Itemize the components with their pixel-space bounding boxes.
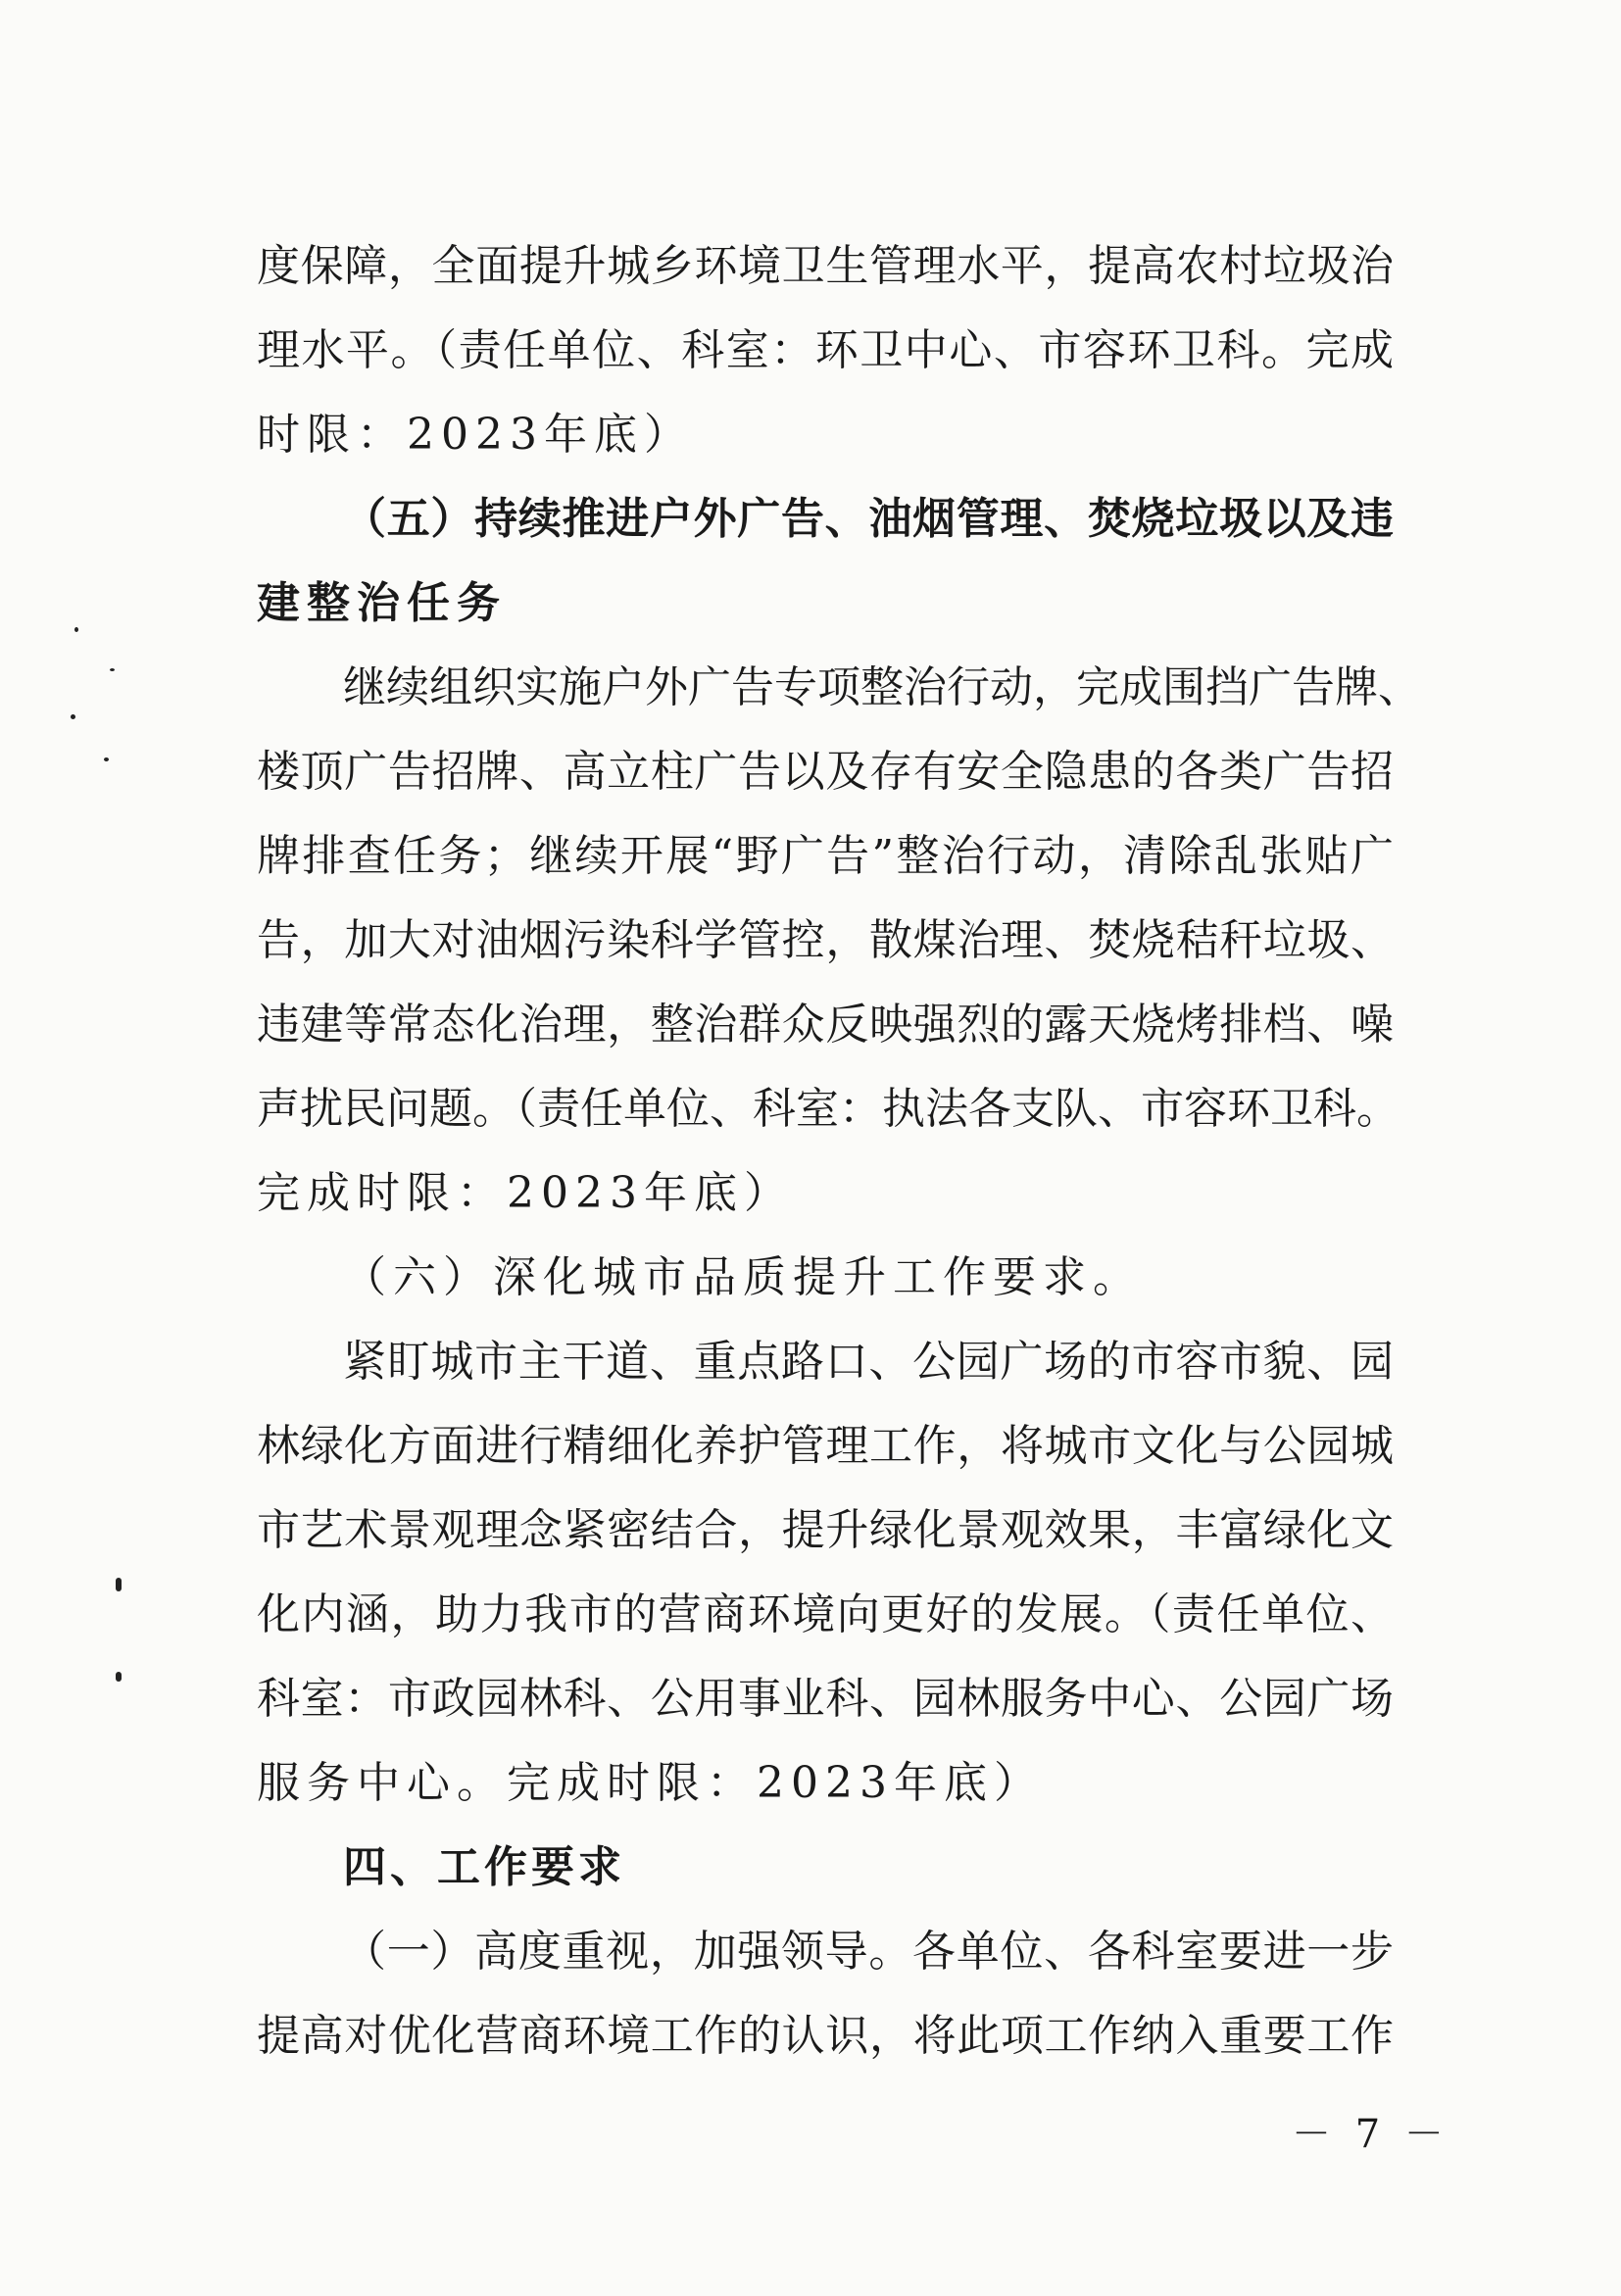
paragraph-line-2: 理水平。（责任单位、科室：环卫中心、市容环卫科。完成 <box>257 325 1394 375</box>
paragraph-line-14: 紧盯城市主干道、重点路口、公园广场的市容市貌、园 <box>343 1337 1394 1387</box>
paragraph-line-18: 科室：市政园林科、公用事业科、园林服务中心、公园广场 <box>257 1674 1394 1724</box>
paragraph-line-22: 提高对优化营商环境工作的认识，将此项工作纳入重要工作 <box>257 2011 1394 2061</box>
scan-speck <box>104 757 109 761</box>
paragraph-line-19: 服务中心。完成时限：2023年底） <box>257 1758 1044 1808</box>
paragraph-line-16: 市艺术景观理念紧密结合，提升绿化景观效果，丰富绿化文 <box>257 1505 1394 1555</box>
scan-speck <box>116 1578 122 1591</box>
page-number: － 7 － <box>1292 2112 1449 2157</box>
paragraph-line-21: （一）高度重视，加强领导。各单位、各科室要进一步 <box>343 1927 1394 1977</box>
paragraph-line-12: 完成时限：2023年底） <box>257 1168 794 1218</box>
paragraph-line-8: 牌排查任务；继续开展“野广告”整治行动，清除乱张贴广 <box>257 831 1394 881</box>
paragraph-line-3: 时限：2023年底） <box>257 410 694 460</box>
paragraph-line-15: 林绿化方面进行精细化养护管理工作，将城市文化与公园城 <box>257 1421 1394 1471</box>
section-6-heading: （六）深化城市品质提升工作要求。 <box>343 1252 1143 1302</box>
paragraph-line-11: 声扰民问题。（责任单位、科室：执法各支队、市容环卫科。 <box>257 1084 1400 1134</box>
scan-speck <box>110 668 115 671</box>
scan-speck <box>116 1672 122 1682</box>
chapter-4-heading: 四、工作要求 <box>343 1842 625 1892</box>
section-5-heading-line-2: 建整治任务 <box>257 578 507 628</box>
paragraph-line-10: 违建等常态化治理，整治群众反映强烈的露天烧烤排档、噪 <box>257 1000 1394 1050</box>
paragraph-line-9: 告，加大对油烟污染科学管控，散煤治理、焚烧秸秆垃圾、 <box>257 915 1394 965</box>
paragraph-line-1: 度保障，全面提升城乡环境卫生管理水平，提高农村垃圾治 <box>257 241 1394 291</box>
scan-speck <box>74 627 78 632</box>
scan-speck <box>71 714 75 719</box>
paragraph-line-6: 继续组织实施户外广告专项整治行动，完成围挡广告牌、 <box>343 662 1421 712</box>
section-5-heading-line-1: （五）持续推进户外广告、油烟管理、焚烧垃圾以及违 <box>343 494 1394 544</box>
paragraph-line-17: 化内涵，助力我市的营商环境向更好的发展。（责任单位、 <box>257 1589 1394 1639</box>
paragraph-line-7: 楼顶广告招牌、高立柱广告以及存有安全隐患的各类广告招 <box>257 747 1394 797</box>
